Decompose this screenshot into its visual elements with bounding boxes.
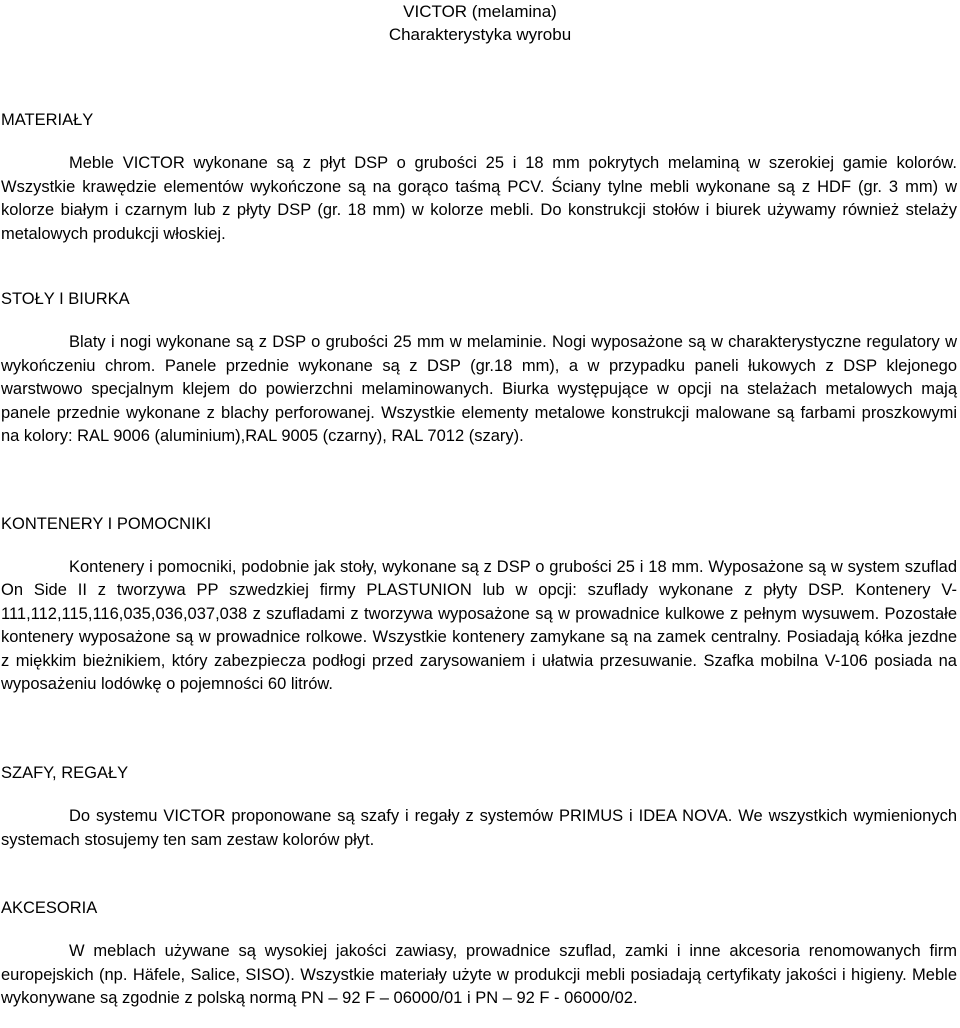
paragraph-accessories: W meblach używane są wysokiej jakości zawiasy, prowadnice szuflad, zamki i inne akcesoria renomowanych firm europejskich (np. Häfele, Salice, SISO). Wszystkie materiały użyte w produkcji mebli posiadają certyfikaty jakości i higieny. Meble wykonywane są zgodnie z polską normą PN – 92 F – 06000/01 i PN – 92 F - 06000/02.	[1, 942, 957, 1008]
paragraph-tables: Blaty i nogi wykonane są z DSP o grubości 25 mm w melaminie. Nogi wyposażone są w charakterystyczne regulatory w wykończeniu chrom. Panele przednie wykonane są z DSP (gr.18 mm), a w przypadku paneli łukowych z DSP klejonego warstwowo specjalnym klejem do powierzchni melaminowanych. Biurka występujące w opcji na stelażach metalowych mają panele przednie wykonane z blachy perforowanej. Wszystkie elementy metalowe konstrukcji malowane są farbami proszkowymi na kolory: RAL 9006 (aluminium),RAL 9005 (czarny), RAL 7012 (szary).	[1, 333, 957, 446]
heading-wardrobes: SZAFY, REGAŁY	[1, 764, 129, 782]
heading-tables: STOŁY I BIURKA	[1, 290, 130, 308]
title-line-1: VICTOR (melamina)	[403, 2, 557, 21]
title-line-2: Charakterystyka wyrobu	[388, 25, 572, 44]
paragraph-containers: Kontenery i pomocniki, podobnie jak stoły, wykonane są z DSP o grubości 25 i 18 mm. Wyposażone są w system szuflad On Side II z tworzywa PP szwedzkiej firmy PLASTUNION lub w opcji: szuflady wykonane z płyty DSP. Kontenery V-111,112,115,116,035,036,037,038 z szufladami z tworzywa wyposażone są w prowadnice kulkowe z pełnym wysuwem. Pozostałe kontenery wyposażone są w prowadnice rolkowe. Wszystkie kontenery zamykane są na zamek centralny. Posiadają kółka jezdne z miękkim bieżnikiem, który zabezpiecza podłogi przed zarysowaniem i ułatwia przesuwanie. Szafka mobilna V-106 posiada na wyposażeniu lodówkę o pojemności 60 litrów.	[1, 558, 957, 694]
heading-materials: MATERIAŁY	[1, 111, 94, 129]
paragraph-materials: Meble VICTOR wykonane są z płyt DSP o grubości 25 i 18 mm pokrytych melaminą w szerokiej gamie kolorów. Wszystkie krawędzie elementów wykończone są na gorąco taśmą PCV. Ściany tylne mebli wykonane są z HDF (gr. 3 mm) w kolorze białym i czarnym lub z płyty DSP (gr. 18 mm) w kolorze mebli. Do konstrukcji stołów i biurek używamy również stelaży metalowych produkcji włoskiej.	[1, 154, 957, 243]
paragraph-wardrobes: Do systemu VICTOR proponowane są szafy i regały z systemów PRIMUS i IDEA NOVA. We wszystkich wymienionych systemach stosujemy ten sam zestaw kolorów płyt.	[1, 807, 957, 849]
heading-containers: KONTENERY I POMOCNIKI	[1, 515, 212, 533]
document-title	[0, 0, 960, 46]
heading-accessories: AKCESORIA	[1, 899, 98, 917]
